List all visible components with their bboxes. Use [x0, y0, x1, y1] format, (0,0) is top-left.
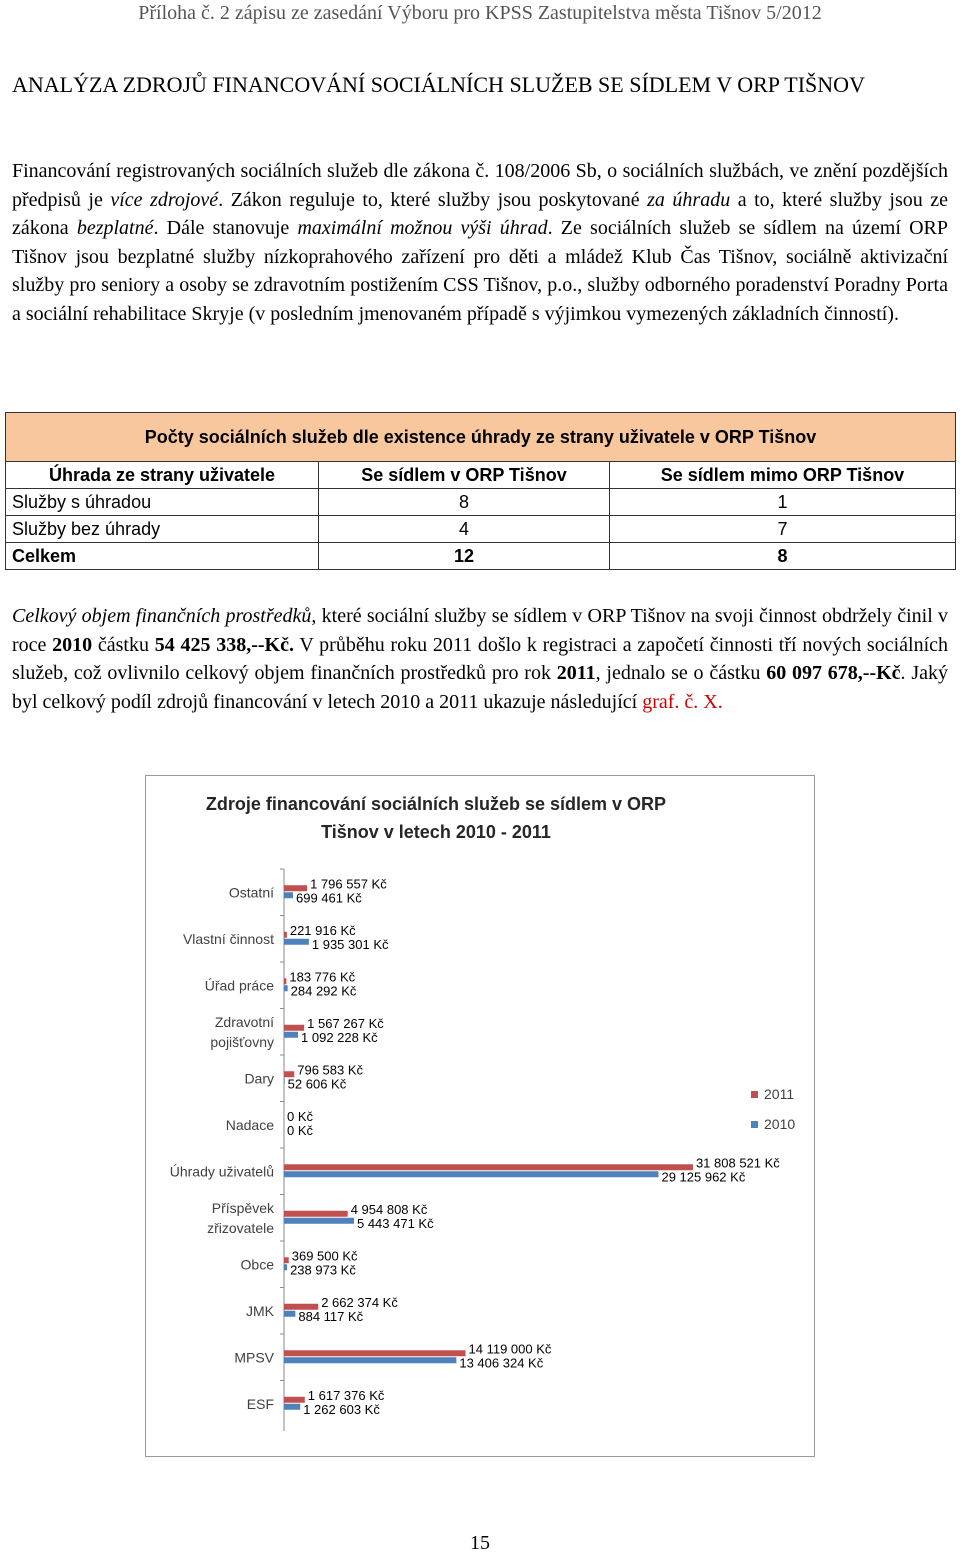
- chart-bar-2010: [284, 1218, 354, 1224]
- intro-text-2: . Zákon reguluje to, které služby jsou poskytované: [218, 188, 648, 211]
- table-header-inside: Se sídlem v ORP Tišnov: [319, 462, 610, 489]
- chart-category-label: Zdravotní: [214, 1013, 274, 1030]
- chart-category-label: pojišťovny: [210, 1033, 274, 1050]
- chart-value-label: 0 Kč: [287, 1108, 314, 1124]
- page-header: Příloha č. 2 zápisu ze zasedání Výboru pro KPSS Zastupitelstva města Tišnov 5/2012: [138, 2, 822, 24]
- chart-category-label: Nadace: [225, 1116, 274, 1133]
- chart-category-label: Vlastní činnost: [182, 930, 274, 947]
- intro-text-4: . Dále stanovuje: [153, 217, 298, 240]
- chart-legend-swatch: [751, 1091, 758, 1098]
- chart-value-label: 284 292 Kč: [290, 983, 357, 999]
- chart-bar-2011: [284, 1350, 466, 1356]
- chart-value-label: 884 117 Kč: [298, 1308, 364, 1324]
- chart-category-label: ESF: [246, 1395, 274, 1412]
- chart-bar-2010: [284, 1264, 287, 1270]
- table-header-payment: Úhrada ze strany uživatele: [6, 462, 319, 489]
- chart-bar-2011: [284, 1257, 289, 1263]
- chart-category-label: Úhrady uživatelů: [169, 1163, 274, 1180]
- chart-bar-2010: [284, 939, 309, 945]
- chart-value-label: 0 Kč: [287, 1122, 314, 1138]
- intro-emphasis-1: více zdrojové: [110, 188, 219, 211]
- intro-paragraph: [12, 157, 948, 329]
- chart-category-label: MPSV: [234, 1349, 274, 1366]
- chart-bar-2011: [284, 978, 286, 984]
- chart-reference: graf. č. X.: [642, 690, 723, 713]
- chart-category-label: zřizovatele: [207, 1219, 274, 1236]
- funding-text-2: částku: [92, 633, 155, 656]
- funding-text-3: V průběhu roku 2011 došlo k registraci a započetí činnosti tří nových sociálních služeb, což ovlivnilo celkový objem finančních prostředků pro rok: [12, 633, 949, 685]
- chart-bar-2010: [284, 1311, 295, 1317]
- table-cell: 7: [610, 516, 956, 543]
- chart-title: Tišnov v letech 2010 - 2011: [321, 822, 551, 842]
- chart-bar-2010: [284, 1032, 298, 1038]
- table-cell: 8: [319, 489, 610, 516]
- chart-category-label: JMK: [246, 1302, 274, 1319]
- intro-emphasis-4: maximální možnou výši úhrad: [297, 217, 548, 240]
- chart-legend-label: 2011: [764, 1086, 795, 1102]
- intro-emphasis-3: bezplatné: [76, 217, 154, 240]
- chart-bar-2010: [284, 1404, 300, 1410]
- funding-year-2011: 2011: [556, 662, 596, 685]
- chart-value-label: 221 916 Kč: [289, 922, 356, 938]
- table-cell: Služby bez úhrady: [6, 516, 319, 543]
- intro-text-1: Financování registrovaných sociálních služeb dle zákona č. 108/2006 Sb, o sociálních službách, ve znění pozdějších předpisů je: [12, 160, 948, 211]
- chart-value-label: 29 125 962 Kč: [661, 1169, 746, 1185]
- chart-value-label: 796 583 Kč: [297, 1062, 364, 1078]
- chart-value-label: 369 500 Kč: [291, 1248, 358, 1264]
- funding-amount-2011: 60 097 678,--Kč: [766, 662, 901, 685]
- chart-bar-2010: [284, 1357, 456, 1363]
- chart-bar-2011: [284, 1211, 348, 1217]
- chart-value-label: 31 808 521 Kč: [695, 1155, 780, 1171]
- chart-value-label: 14 119 000 Kč: [468, 1341, 552, 1357]
- chart-bar-2010: [284, 892, 293, 898]
- chart-svg: [146, 776, 814, 1456]
- chart-bar-2010: [284, 1171, 658, 1177]
- funding-emphasis: Celkový objem finančních prostředků: [12, 605, 312, 627]
- document-title: ANALÝZA ZDROJŮ FINANCOVÁNÍ SOCIÁLNÍCH SLUŽEB SE SÍDLEM V ORP TIŠNOV: [12, 72, 865, 97]
- funding-year-2010: 2010: [52, 633, 93, 656]
- chart-category-label: Obce: [240, 1256, 274, 1273]
- chart-value-label: 238 973 Kč: [290, 1262, 356, 1278]
- chart-value-label: 1 617 376 Kč: [307, 1387, 385, 1403]
- chart-value-label: 1 262 603 Kč: [303, 1401, 380, 1417]
- chart-value-label: 4 954 808 Kč: [350, 1201, 428, 1217]
- funding-paragraph: [12, 602, 948, 716]
- table-cell: 1: [610, 489, 956, 516]
- chart-bar-2010: [284, 1078, 285, 1084]
- chart-value-label: 183 776 Kč: [289, 969, 356, 985]
- chart-value-label: 1 092 228 Kč: [301, 1029, 378, 1045]
- table-row: [6, 516, 956, 543]
- chart-value-label: 1 935 301 Kč: [311, 936, 389, 952]
- chart-category-label: Dary: [244, 1070, 274, 1087]
- chart-value-label: 5 443 471 Kč: [356, 1215, 434, 1231]
- table-cell: Služby s úhradou: [6, 489, 319, 516]
- funding-text-5: . Jaký byl celkový podíl zdrojů financování v letech 2010 a 2011 ukazuje následující: [12, 662, 948, 713]
- page-number: 15: [470, 1532, 490, 1554]
- table-caption: Počty sociálních služeb dle existence úhrady ze strany uživatele v ORP Tišnov: [6, 413, 956, 462]
- table-cell: 8: [610, 543, 956, 570]
- table-cell: Celkem: [6, 543, 319, 570]
- funding-text-4: , jednalo se o částku: [595, 662, 767, 685]
- table-header-outside: Se sídlem mimo ORP Tišnov: [610, 462, 956, 489]
- funding-text-1: , které sociální služby se sídlem v ORP Tišnov na svoji činnost obdržely činil v roce: [12, 605, 949, 656]
- chart-bar-2010: [284, 985, 288, 991]
- chart-legend-label: 2010: [764, 1116, 796, 1132]
- chart-category-label: Úřad práce: [204, 977, 274, 994]
- chart-value-label: 1 796 557 Kč: [310, 876, 387, 892]
- chart-legend-swatch: [751, 1121, 758, 1128]
- chart-bar-2011: [284, 1397, 305, 1403]
- chart-value-label: 13 406 324 Kč: [459, 1355, 544, 1371]
- chart-value-label: 52 606 Kč: [287, 1076, 347, 1092]
- intro-text-3: a to, které služby jsou ze zákona: [12, 188, 949, 240]
- funding-chart: [145, 775, 815, 1457]
- chart-value-label: 699 461 Kč: [295, 890, 362, 906]
- chart-category-label: Příspěvek: [211, 1199, 274, 1216]
- table-cell: 12: [319, 543, 610, 570]
- chart-value-label: 2 662 374 Kč: [321, 1294, 398, 1310]
- chart-category-label: Ostatní: [228, 884, 274, 901]
- chart-bar-2011: [284, 932, 287, 938]
- chart-value-label: 1 567 267 Kč: [307, 1015, 384, 1031]
- chart-title: Zdroje financování sociálních služeb se sídlem v ORP: [205, 794, 667, 814]
- funding-amount-2010: 54 425 338,--Kč.: [154, 633, 294, 656]
- chart-bar-2011: [284, 1164, 693, 1170]
- table-cell: 4: [319, 516, 610, 543]
- intro-text-5: . Ze sociálních služeb se sídlem na území ORP Tišnov jsou bezplatné služby nízkoprahového zařízení pro děti a mládež Klub Čas Tišnov, sociálně aktivizační služby pro seniory a osoby se zdravotním postižením CSS Tišnov, p.o., služby odborného poradenství Poradny Porta a sociální rehabilitace Skryje (v posledním jmenovaném případě s výjimkou vymezených základních činností).: [12, 217, 948, 325]
- services-table: [5, 412, 956, 570]
- table-row: [6, 543, 956, 570]
- intro-emphasis-2: za úhradu: [647, 188, 731, 211]
- table-row: [6, 489, 956, 516]
